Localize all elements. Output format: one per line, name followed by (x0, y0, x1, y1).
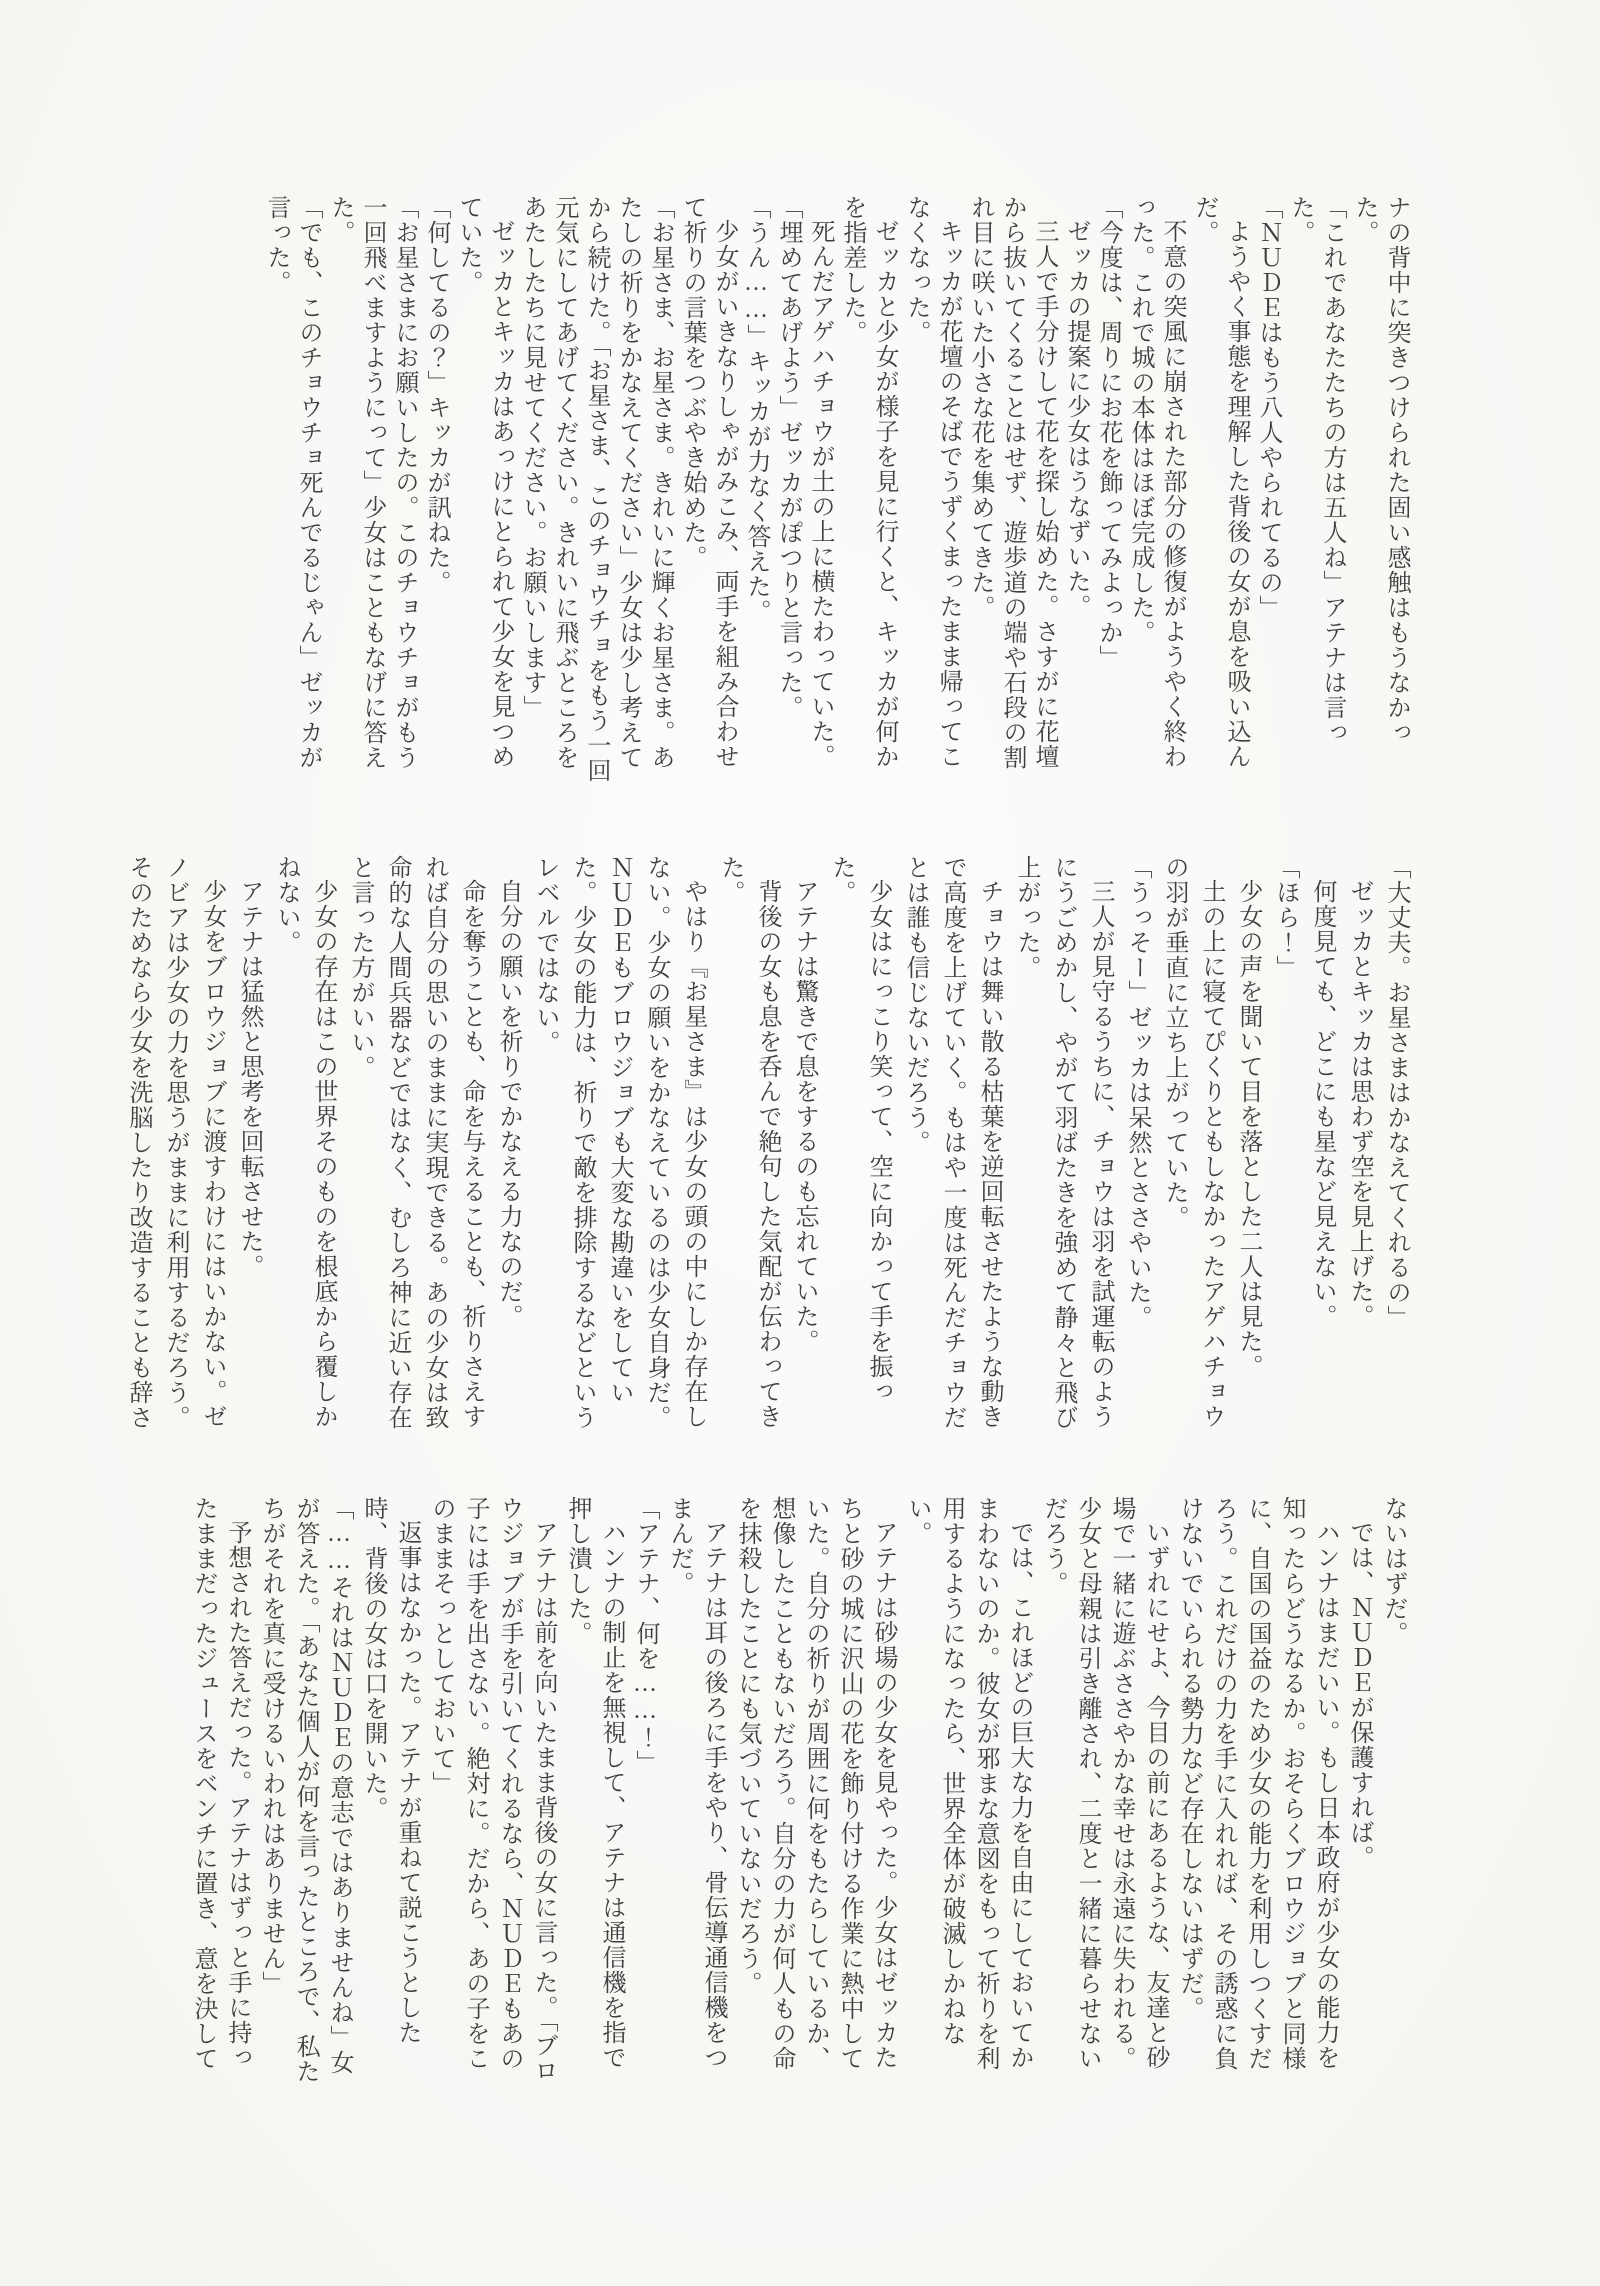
paragraph: アテナは耳の後ろに手をやり、骨伝導通信機をつまんだ。 (666, 1496, 726, 2070)
paragraph: 「でも、このチョウチョ死んでるじゃん」ゼッカが言った。 (263, 195, 321, 770)
paragraph: 不意の突風に崩された部分の修復がようやく終わった。これで城の本体はほぼ完成した。 (1127, 195, 1185, 769)
paragraph: 少女の声を聞いて目を落とした二人は見た。 (1235, 879, 1261, 1379)
paragraph: 「うん……」キッカが力なく答えた。 (743, 195, 769, 624)
paragraph: アテナは前を向いたまま背後の女に言った。「ブロウジョブが手を引いてくれるなら、ＮＵＤＥもあの子には手を出さない。絶対に。だから、あの子をこのままそっとしておいて」 (428, 1496, 556, 2083)
paragraph: 死んだアゲハチョウが土の上に横たわっていた。 (807, 219, 833, 769)
paragraph: では、ＮＵＤＥが保護すれば。 (1346, 1520, 1372, 1870)
paragraph: 少女の存在はこの世界そのものを根底から覆しかねない。 (273, 855, 336, 1429)
paragraph: 「……それはＮＵＤＥの意志ではありませんね」女が答えた。「あなた個人が何を言ったところで、私たちがそれを真に受けるいわれはありません」 (258, 1496, 352, 2084)
paragraph: 土の上に寝てぴくりともしなかったアゲハチョウの羽が垂直に立ち上がっていた。 (1161, 855, 1224, 1429)
paragraph: 三人が見守るうちに、チョウは羽を試運転のようにうごめかし、やがて羽ばたきを強めて静々と飛び上がった。 (1013, 855, 1113, 1430)
paragraph: 少女がいきなりしゃがみこみ、両手を組み合わせて祈りの言葉をつぶやき始めた。 (679, 195, 737, 769)
paragraph: 何度見ても、どこにも星など見えない。 (1309, 879, 1335, 1329)
paragraph: チョウは舞い散る枯葉を逆回転させたような動きで高度を上げていく。もはや一度は死んだチョウだとは誰も信じないだろう。 (902, 855, 1002, 1430)
paragraph: アテナは驚きで息をするのも忘れていた。 (791, 879, 817, 1354)
paragraph: 「うっそー」ゼッカは呆然とささやいた。 (1124, 855, 1150, 1330)
paragraph: ないはずだ。 (1380, 1496, 1406, 1646)
paragraph: 「何してるの？」キッカが訊ねた。 (423, 195, 449, 595)
paragraph: 少女はにっこり笑って、空に向かって手を振った。 (828, 855, 891, 1404)
paragraph: 「今度は、周りにお花を飾ってみよっか」 (1095, 195, 1121, 670)
paragraph: 自分の願いを祈りでかなえる力なのだ。 (495, 879, 521, 1329)
paragraph: 三人で手分けして花を探し始めた。さすがに花壇から抜いてくることはせず、遊歩道の端や石段の割れ目に咲いた小さな花を集めてきた。 (967, 195, 1057, 770)
text-block-top (260, 195, 1412, 793)
paragraph: 「ＮＵＤＥはもう八人やられてるの」 (1255, 195, 1281, 620)
paragraph: アテナは猛然と思考を回転させた。 (236, 879, 262, 1279)
paragraph: アテナは砂場の少女を見やった。少女はゼッカたちと砂の城に沢山の花を飾り付ける作業に熱中していた。自分の祈りが周囲に何をもたらしているか、想像したこともないだろう。自分の力が何人もの命を抹殺したことにも気づいていないだろう。 (734, 1496, 896, 2071)
paragraph: やはり『お星さま』は少女の頭の中にしか存在しない。少女の願いをかなえているのは少女自身だ。ＮＵＤＥもブロウジョブも大変な勘違いをしていた。少女の能力は、祈りで敵を排除するなどというレベルではない。 (532, 855, 706, 1430)
paragraph: ナの背中に突きつけられた固い感触はもうなかった。 (1351, 195, 1409, 745)
paragraph: 「お星さま、お星さま。きれいに輝くお星さま。あたしの祈りをかなえてください」少女は少し考えてから続けた。「お星さま、このチョウチョをもう一回元気にしてあげてください。きれいに飛ぶところをあたしたちに見せてください。お願いします」 (519, 195, 673, 783)
paragraph: 「お星さまにお願いしたの。このチョウチョがもう一回飛べますようにって」少女はこともなげに答えた。 (327, 195, 417, 770)
paragraph: ゼッカの提案に少女はうなずいた。 (1063, 219, 1089, 619)
paragraph: いずれにせよ、今目の前にあるような、友達と砂場で一緒に遊ぶささやかな幸せは永遠に失われる。少女と母親は引き離され、二度と一緒に暮らせないだろう。 (1040, 1496, 1168, 2071)
paragraph: ゼッカとキッカはあっけにとられて少女を見つめていた。 (455, 195, 513, 769)
paragraph: ゼッカとキッカは思わず空を見上げた。 (1346, 879, 1372, 1329)
paragraph: 「これであなたたちの方は五人ね」アテナは言った。 (1287, 195, 1345, 745)
paragraph: 命を奪うことも、命を与えることも、祈りさえすれば自分の思いのままに実現できる。あの少女は致命的な人間兵器などではなく、むしろ神に近い存在と言った方がいい。 (347, 855, 484, 1430)
paragraph: 「アテナ、何を……！」 (632, 1496, 658, 1775)
paragraph: 「ほら！」 (1272, 855, 1298, 980)
paragraph: 返事はなかった。アテナが重ねて説こうとした時、背後の女は口を開いた。 (360, 1496, 420, 2045)
text-block-middle (119, 855, 1414, 1451)
paragraph: ハンナの制止を無視して、アテナは通信機を指で押し潰した。 (564, 1496, 624, 2070)
paragraph: 「大丈夫。お星さまはかなえてくれるの」 (1383, 855, 1409, 1330)
paragraph: 予想された答えだった。アテナはずっと手に持ったままだったジュースをベンチに置き、意を決して (190, 1496, 250, 2071)
paragraph: キッカが花壇のそばでうずくまったまま帰ってこなくなった。 (903, 195, 961, 769)
paragraph: 「埋めてあげよう」ゼッカがぽつりと言った。 (775, 195, 801, 720)
paragraph: では、これほどの巨大な力を自由にしておいてかまわないのか。彼女が邪まな意図をもって祈りを利用するようになったら、世界全体が破滅しかねない。 (904, 1496, 1032, 2071)
text-block-bottom (186, 1496, 1410, 2094)
paragraph: ようやく事態を理解した背後の女が息を吸い込んだ。 (1191, 195, 1249, 769)
paragraph: 少女をブロウジョブに渡すわけにはいかない。ゼノビアは少女の力を思うがままに利用するだろう。そのためなら少女を洗脳したり改造することも辞さ (125, 855, 225, 1430)
paragraph: ハンナはまだいい。もし日本政府が少女の能力を知ったらどうなるか。おそらくブロウジョブと同様に、自国の国益のため少女の能力を利用しつくすだろう。これだけの力を手に入れれば、その誘惑に負けないでいられる勢力など存在しないはずだ。 (1176, 1496, 1338, 2071)
paragraph: 背後の女も息を呑んで絶句した気配が伝わってきた。 (717, 855, 780, 1429)
paragraph: ゼッカと少女が様子を見に行くと、キッカが何かを指差した。 (839, 195, 897, 769)
